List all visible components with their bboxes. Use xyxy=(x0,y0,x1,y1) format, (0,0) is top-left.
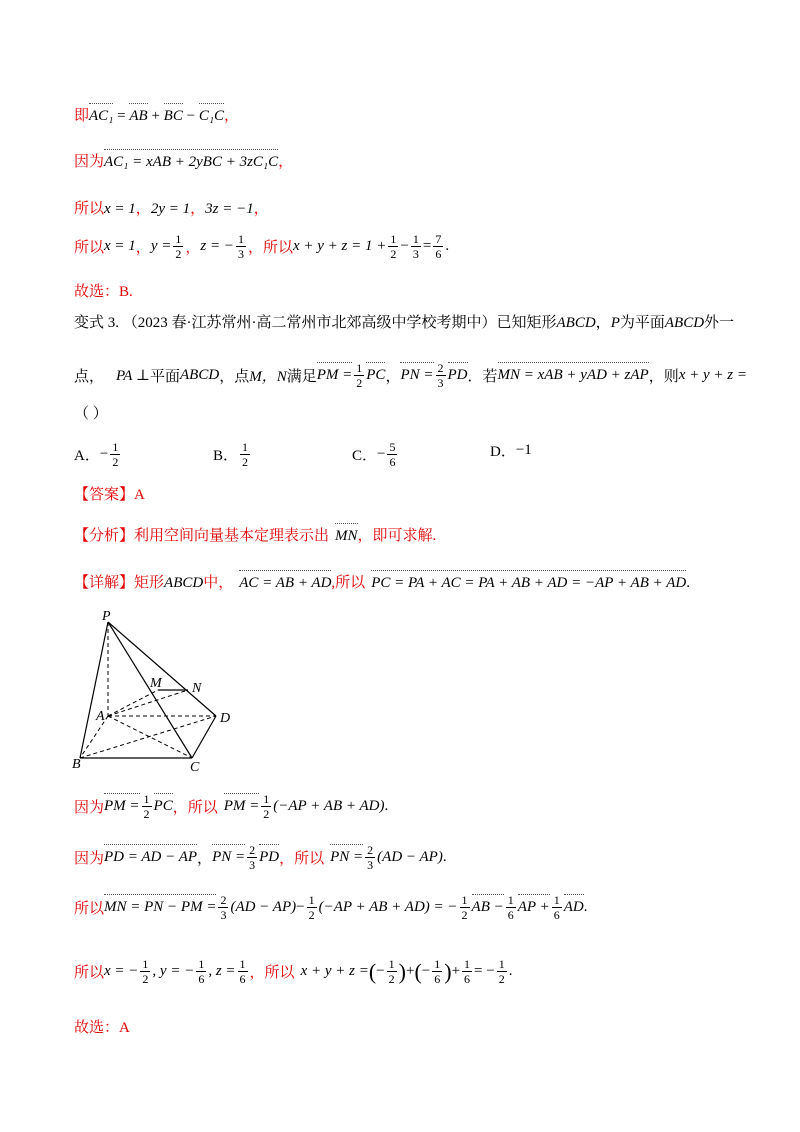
choice-text: 故选：B. xyxy=(74,284,133,300)
punct: ， xyxy=(135,240,151,256)
fraction: $\frac{1}{2}$ xyxy=(175,232,182,261)
step-4: 所以 x = − $\frac{1}{2}$ , y = − $\frac{1}{6}$ , z = $\frac{1}{6}$ ，所以 x + y + z = ( − $\frac{1}{2}$ ) + ( − $\frac{1}{6}$ ) + $\frac{1}{6}$ = − $\frac{1}{2}$ . xyxy=(74,957,513,986)
eq-y: 2y = 1 xyxy=(150,201,191,217)
rect-name: ABCD xyxy=(164,575,204,591)
vec-mn-eq: MN = xAB + yAD + zAP xyxy=(497,367,649,383)
vec-pn: PN = xyxy=(212,849,246,865)
fraction: $\frac{1}{2}$ xyxy=(356,361,363,390)
step-1 xyxy=(74,792,388,821)
line-3 xyxy=(74,197,269,218)
text-mid: 所以 xyxy=(262,240,293,256)
text: ,所以 xyxy=(331,575,366,591)
problem-head: 变式 3. （2023 春·江苏常州·高二常州市北郊高级中学校考期中）已知矩形 xyxy=(74,315,557,331)
vec-expr: (−AP + AB + AD) = − xyxy=(318,899,458,915)
line-1 xyxy=(74,104,239,125)
option-label: B． xyxy=(213,448,239,464)
analysis-tag: 【分析】 xyxy=(74,528,135,544)
detail-tag: 【详解】 xyxy=(74,575,135,591)
vec-pd: PD xyxy=(447,367,468,383)
perp: PA ⊥ xyxy=(116,368,150,384)
answer-tag: 【答案】 xyxy=(74,487,135,503)
label-a: A xyxy=(96,709,105,724)
op: + xyxy=(151,108,160,124)
fraction: $\frac{1}{6}$ xyxy=(198,957,205,986)
option-value: −1 xyxy=(515,442,532,458)
text: 点， xyxy=(74,369,105,385)
text: 矩形 xyxy=(134,575,165,591)
text-prefix: 即 xyxy=(74,108,90,124)
op: − xyxy=(296,899,305,915)
line-2 xyxy=(74,150,293,171)
fraction: $\frac{1}{6}$ xyxy=(239,957,246,986)
eq-sum: x + y + z = xyxy=(300,963,369,979)
fraction: $\frac{1}{2}$ xyxy=(461,893,468,922)
fraction: $\frac{2}{3}$ xyxy=(249,843,256,872)
answer-value: A xyxy=(134,487,145,503)
fraction: $\frac{1}{2}$ xyxy=(143,792,150,821)
sign: − xyxy=(377,446,386,462)
label-n: N xyxy=(192,681,202,696)
text: ．若 xyxy=(467,369,498,385)
fraction: $\frac{1}{6}$ xyxy=(507,893,514,922)
line-4: 所以 x = 1 ， y = $\frac{1}{2}$ ， z = − $\frac{1}{3}$ ， 所以 x + y + z = 1 + $\frac{1}{2}$ − $\frac{1}{3}$ = $\frac{7}{6}$ . xyxy=(74,232,450,261)
point-p: P xyxy=(610,315,620,331)
vec-ad: AD xyxy=(563,899,584,915)
problem-line-1 xyxy=(74,311,734,332)
eq-x: x = 1 xyxy=(104,201,136,217)
punct: . xyxy=(686,575,690,591)
option-label: A． xyxy=(74,448,100,464)
rect-name: ABCD xyxy=(664,315,705,331)
eq-z: z = − xyxy=(200,238,234,254)
fraction: $\frac{1}{3}$ xyxy=(412,232,419,261)
fraction: $\frac{1}{2}$ xyxy=(112,440,119,469)
op: = xyxy=(117,108,126,124)
text-prefix: 所以 xyxy=(74,965,105,981)
fraction: $\frac{1}{3}$ xyxy=(237,232,244,261)
text: 外一 xyxy=(704,315,735,331)
step-2 xyxy=(74,843,447,872)
vec-pm: PM = xyxy=(223,798,260,814)
choice-text: 故选：A xyxy=(74,1020,130,1036)
fraction: $\frac{1}{2}$ xyxy=(308,893,315,922)
analysis-text: 利用空间向量基本定理表示出 xyxy=(134,528,330,544)
rect-name: ABCD xyxy=(556,315,596,331)
punct: ， xyxy=(224,108,240,124)
op: = xyxy=(422,238,432,254)
eq-y: y = xyxy=(150,238,172,254)
fraction: $\frac{1}{6}$ xyxy=(434,957,441,986)
eq-sum: x + y + z = 1 + xyxy=(292,238,387,254)
vec-pm: PM = xyxy=(316,367,353,383)
text-prefix: 因为 xyxy=(74,851,105,867)
sign: − xyxy=(99,446,109,462)
fraction: $\frac{2}{3}$ xyxy=(367,843,374,872)
vec-expr: (AD − AP) xyxy=(377,849,443,865)
fraction: $\frac{7}{6}$ xyxy=(435,232,442,261)
text-prefix: 因为 xyxy=(74,800,105,816)
text-prefix: 所以 xyxy=(74,901,105,917)
eq-z: , z = xyxy=(208,963,236,979)
punct: ， xyxy=(278,154,294,170)
blank-paren: （ ） xyxy=(74,406,108,422)
text: 中， xyxy=(203,575,234,591)
option-a[interactable] xyxy=(74,440,122,469)
fraction: $\frac{1}{6}$ xyxy=(464,957,471,986)
step-5 xyxy=(74,1016,130,1037)
fraction: $\frac{2}{3}$ xyxy=(220,893,227,922)
vec-ac1: AC₁ xyxy=(89,108,114,124)
label-d: D xyxy=(220,711,231,726)
problem-paren xyxy=(74,402,108,423)
fraction: $\frac{1}{2}$ xyxy=(390,232,397,261)
fraction: $\frac{1}{2}$ xyxy=(242,440,249,469)
punct: ， xyxy=(197,851,213,867)
vec-ap: AP + xyxy=(517,899,550,915)
fraction: $\frac{1}{2}$ xyxy=(388,957,395,986)
problem-line-2: 点， PA ⊥ 平面 ABCD ，点 M，N 满足 PM = $\frac{1}{2}$ PC ， PN = $\frac{2}{3}$ PD ．若 MN = xAB + yAD + zAP ，则 x + y + z = xyxy=(74,361,747,390)
op: − xyxy=(400,238,409,254)
points-mn: M，N xyxy=(249,369,287,385)
vec-pd: PD = AD − AP xyxy=(104,849,198,865)
fraction: $\frac{1}{2}$ xyxy=(263,792,270,821)
option-b[interactable] xyxy=(213,440,252,469)
eq-x: x = − xyxy=(104,963,139,979)
label-p: P xyxy=(102,609,111,624)
option-label: C． xyxy=(352,448,378,464)
text: 满足 xyxy=(286,369,317,385)
punct: ， xyxy=(190,201,206,217)
vec-pc: PC xyxy=(366,367,386,383)
equation: AC₁ = xAB + 2yBC + 3zC₁C xyxy=(104,154,279,170)
vec-pn: PN = xyxy=(330,849,364,865)
vec-pn: PN = xyxy=(400,367,434,383)
punct: ， xyxy=(135,201,151,217)
fraction: $\frac{5}{6}$ xyxy=(389,440,396,469)
label-m: M xyxy=(150,676,162,691)
option-label: D． xyxy=(490,444,516,460)
fraction: $\frac{1}{2}$ xyxy=(142,957,149,986)
vec-expr: (AD − AP) xyxy=(230,899,297,915)
text-prefix: 因为 xyxy=(74,154,105,170)
text: ，则 xyxy=(648,369,679,385)
vec-pm: PM = xyxy=(104,798,140,814)
fraction: $\frac{2}{3}$ xyxy=(437,361,444,390)
eq-x: x = 1 xyxy=(104,238,136,254)
eq-z: 3z = −1 xyxy=(205,201,254,217)
eq-y: , y = − xyxy=(152,963,195,979)
label-c: C xyxy=(190,760,200,775)
option-d[interactable] xyxy=(490,440,532,461)
analysis-line xyxy=(74,524,436,545)
vec-c1c: C₁C xyxy=(198,108,225,124)
text: ，所以 xyxy=(279,851,325,867)
vec-ab: AB xyxy=(129,108,148,124)
answer-line xyxy=(74,483,145,504)
vec-pc: PC xyxy=(153,798,173,814)
line-5 xyxy=(74,280,133,301)
text: ，点 xyxy=(219,369,250,385)
pyramid-figure xyxy=(70,608,250,778)
fraction: $\frac{1}{2}$ xyxy=(498,957,505,986)
punct: . xyxy=(508,963,513,979)
vec-pd: PD xyxy=(259,849,280,865)
option-c[interactable] xyxy=(352,440,399,469)
op: − xyxy=(186,108,196,124)
text: ，所以 xyxy=(172,800,218,816)
punct: ， xyxy=(253,201,269,217)
punct: . xyxy=(384,798,389,814)
rect-name: ABCD xyxy=(180,367,220,383)
vec-bc: BC xyxy=(163,108,183,124)
text: 平面 xyxy=(150,369,181,385)
step-3 xyxy=(74,893,587,922)
detail-line xyxy=(74,571,690,592)
vec-expr: (−AP + AB + AD) xyxy=(273,798,385,814)
vec-mn: MN = PN − PM = xyxy=(104,899,217,915)
text: ，所以 xyxy=(249,965,295,981)
vec-eq-pc: PC = PA + AC = PA + AB + AD = −AP + AB + AD xyxy=(371,575,687,591)
fraction: $\frac{1}{6}$ xyxy=(553,893,560,922)
punct: ， xyxy=(595,315,611,331)
text-prefix: 所以 xyxy=(74,240,105,256)
text: 为平面 xyxy=(619,315,665,331)
label-b: B xyxy=(72,757,81,772)
text-prefix: 所以 xyxy=(74,201,105,217)
vec-eq-ac: AC = AB + AD xyxy=(239,575,332,591)
xyz: x + y + z = xyxy=(678,367,747,383)
punct: . xyxy=(445,238,450,254)
vec-mn: MN xyxy=(335,528,358,544)
analysis-tail: ，即可求解. xyxy=(357,528,437,544)
punct: . xyxy=(442,849,447,865)
punct: . xyxy=(583,899,588,915)
vec-ab: AB − xyxy=(471,899,504,915)
